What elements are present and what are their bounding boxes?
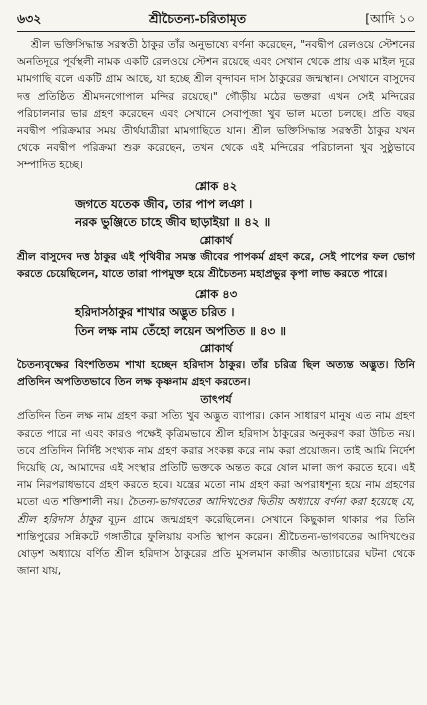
text-line: যন্ত্রের মতো নাম গ্রহণ করা অপরাধশূন্য হয়ে নাম গ্রহণের মতো এত শক্তিশালী নয়। — [17, 479, 416, 509]
sloka-43-translation — [17, 357, 415, 391]
sloka-43-translation-heading: শ্লোকার্থ — [199, 342, 233, 356]
text-line: প্রায় এক মাইল দূরে মামগাছি বলে একটি গ্রাম আছে, যা হচ্ছে শ্রীল বৃন্দাবন দাস ঠাকুরের — [17, 56, 415, 86]
section-label: [আদি ১০ — [365, 11, 415, 26]
sloka-43-verse-line-1: হরিদাসঠাকুর শাখার অদ্ভুত চরিত । — [75, 305, 235, 320]
sloka-42-verse-line-2: নরক ভুঞ্জিতে চাহে জীব ছাড়াইয়া ॥ ৪২ ॥ — [75, 215, 271, 230]
sloka-42-heading: শ্লোক ৪২ — [194, 178, 238, 193]
purport-paragraph — [17, 408, 415, 580]
text-line: জন্মস্থান। সেখানে বাসুদেব দত্ত প্রতিষ্ঠিত শ্রীমদনগোপাল মন্দির রয়েছে।" গৌড়ীয় — [17, 73, 415, 103]
running-title: শ্রীচৈতন্য-চরিতামৃত — [149, 11, 247, 26]
text-line: ফল ভোগ করতে চেয়েছিলেন, যাতে তারা পাপমুক্ত হয়ে শ্রীচৈতন্য মহাপ্রভুর কৃপা — [17, 250, 416, 280]
page-number: ৬৩২ — [17, 11, 42, 26]
text-line: চৈতন্য-ভাগবতের আদিখণ্ডের দ্বিতীয় অধ্যায়ে বর্ণনা করা হয়েছে যে, শ্রীল হরিদাস ঠাকুর — [17, 496, 416, 526]
text-line: করা প্রয়োজন। তাই আমি নির্দেশ দিয়েছি যে, আমাদের এই সংস্থার প্রতিটি ভক্তকে — [17, 444, 415, 475]
text-line: তিনি প্রতিদিন অপতিতভাবে তিন লক্ষ কৃষ্ণনাম গ্রহণ করতেন। — [17, 359, 415, 389]
header-rule — [17, 31, 415, 32]
text-line: শ্রীল ভক্তিসিদ্ধান্ত সরস্বতী ঠাকুর তাঁর অনুভাষ্যে বর্ণনা করেছেন, "নবদ্বীপ রেলওয়ে — [31, 39, 375, 51]
text-line: করা উচিত নয়। তবে প্রতিদিন নির্দিষ্ট সংখ্যক নাম গ্রহণ করার সংকল্প করে নাম — [17, 427, 415, 457]
text-line: খুব ভাল মতো চলছে। প্রতি বছর নবদ্বীপ পরিক্রমার সময় তীর্থযাত্রীরা মামগাছিতে — [17, 107, 415, 138]
sloka-43-heading: শ্লোক ৪৩ — [194, 287, 238, 302]
sloka-42-translation — [17, 249, 415, 283]
text-line: মঠের ভক্তরা এখন সেই মন্দিরের পরিচালনার ভার গ্রহণ করেছেন এবং সেখানে সেবাপূজা — [17, 90, 416, 120]
text-line: তখন থেকে এই মন্দিরের পরিচালনা খুব সুষ্ঠুভাবে সম্পাদিত হচ্ছে। — [17, 142, 416, 172]
text-line: স্টেশনের অনতিদূরে পূর্বস্থলী নামক একটি রেলওয়ে স্টেশন রয়েছে এবং সেখান থেকে — [17, 39, 415, 69]
text-line: গঙ্গাতীরে ফুলিয়ায় বসতি স্থাপন করেন। শ্রীচৈতন্য-ভাগবতের আদিখণ্ডের ষোড়শ অধ্যায়ে — [17, 530, 415, 561]
purport-heading: তাৎপর্য — [200, 393, 232, 407]
text-line: প্রতিদিন তিন লক্ষ নাম গ্রহণ করা সত্যি খুব অদ্ভুত ব্যাপার। কোন সাধারণ মানুষ এত — [17, 410, 372, 423]
page-header — [17, 9, 415, 28]
text-line: বূঢ়ন গ্রামে জন্মগ্রহণ করেছিলেন। সেখানে কিছুকাল থাকার পর তিনি শান্তিপুরের সন্নিকটে — [17, 513, 415, 543]
text-line: লাভ করতে পারে। — [311, 267, 388, 280]
text-line: অন্তত করে ষোল মালা জপ করতে হবে। এই নাম নিরপরাধভাবে গ্রহণ করতে হবে। — [17, 462, 415, 492]
text-line: যান। শ্রীল ভক্তিসিদ্ধান্ত সরস্বতী ঠাকুর যখন থেকে নবদ্বীপ পরিক্রমা শুরু করেছেন, — [17, 125, 415, 155]
text-line: চৈতন্যবৃক্ষের বিংশতিতম শাখা হচ্ছেন হরিদাস ঠাকুর। তাঁর চরিত্র ছিল অত্যন্ত অদ্ভুত। — [17, 359, 389, 372]
sloka-42-verse-line-1: জগতে যতেক জীব, তার পাপ লঞা । — [75, 196, 253, 211]
text-line: শ্রীল বাসুদেব দত্ত ঠাকুর এই পৃথিবীর সমস্ত জীবের পাপকর্ম গ্রহণ করে, সেই পাপের — [17, 250, 369, 263]
text-line: বর্ণিত শ্রীল হরিদাস ঠাকুরের প্রতি মুসলমান কাজীর অত্যাচারের ঘটনা থেকে জানা যায়, — [17, 548, 415, 578]
sloka-43-verse-line-2: তিন লক্ষ নাম তেঁহো লয়েন অপতিত ॥ ৪৩ ॥ — [75, 323, 286, 338]
intro-paragraph — [17, 37, 415, 175]
text-line: নাম গ্রহণ করতে পারে না এবং কারও পক্ষেই কৃত্রিমভাবে শ্রীল হরিদাস ঠাকুরের অনুকরণ — [17, 410, 415, 440]
sloka-42-translation-heading: শ্লোকার্থ — [199, 233, 233, 247]
